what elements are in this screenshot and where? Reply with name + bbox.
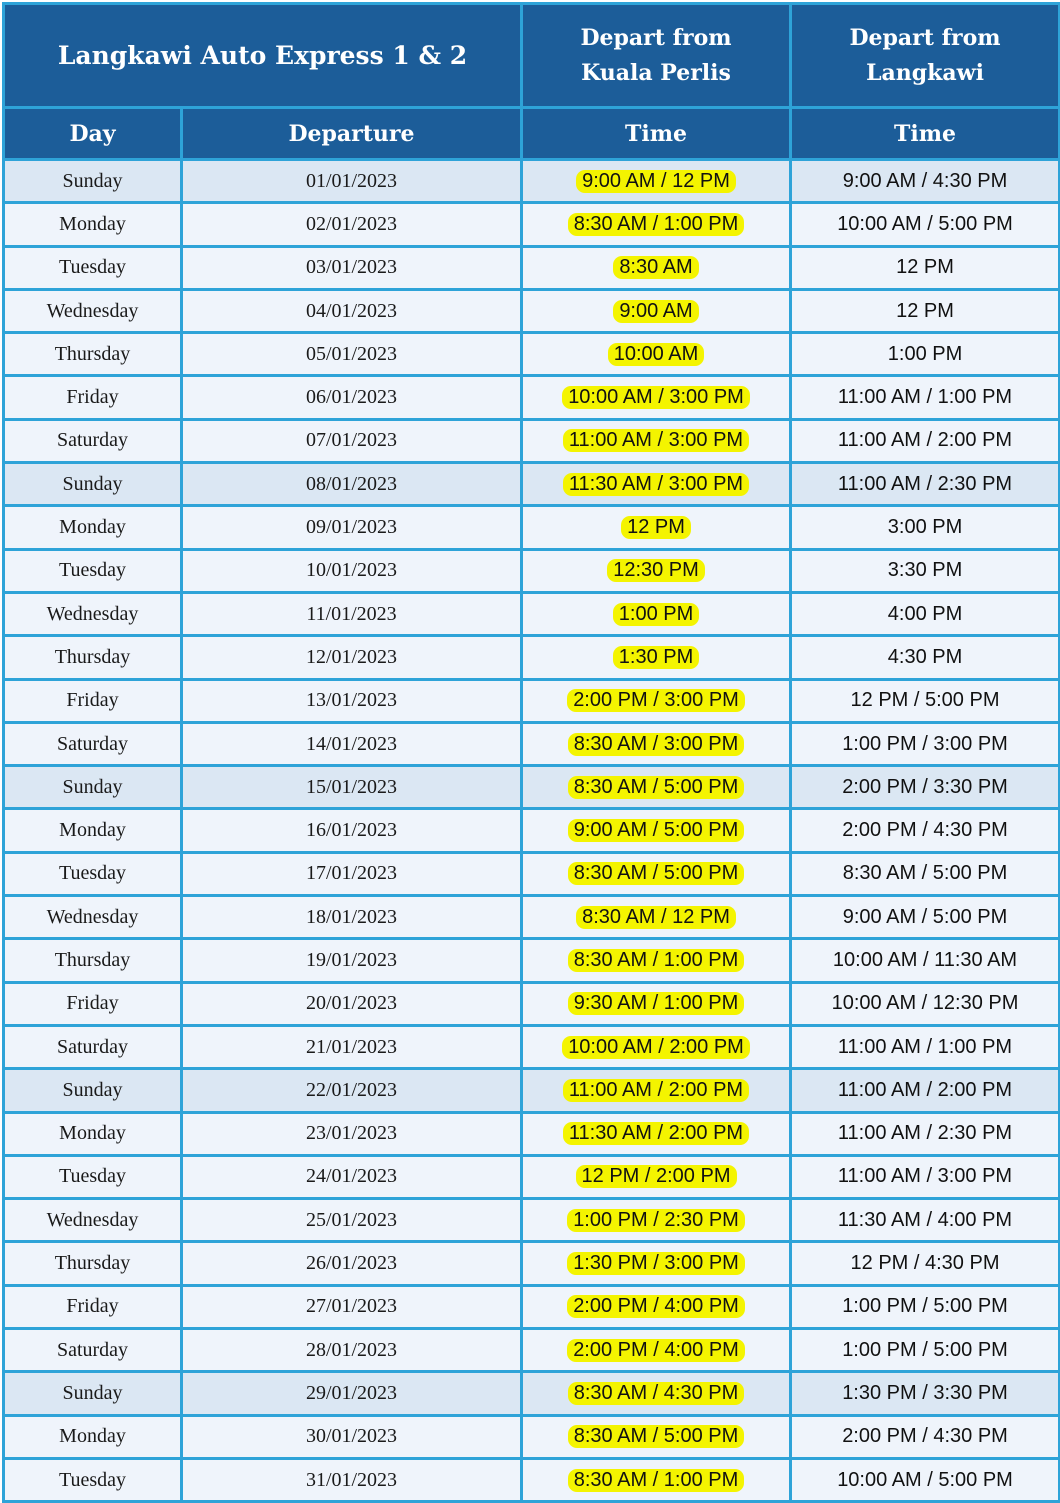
day-cell: Thursday <box>4 636 182 679</box>
kuala-perlis-time-cell <box>522 1458 791 1501</box>
table-row <box>4 766 1060 809</box>
highlighted-time: 8:30 AM / 5:00 PM <box>568 1425 745 1448</box>
table-row <box>4 896 1060 939</box>
highlighted-time: 8:30 AM / 1:00 PM <box>568 949 745 972</box>
col-header-kuala-perlis-time: Time <box>522 108 791 160</box>
departure-date-cell: 26/01/2023 <box>182 1242 522 1285</box>
day-cell: Saturday <box>4 1329 182 1372</box>
departure-date-cell: 05/01/2023 <box>182 333 522 376</box>
highlighted-time: 2:00 PM / 4:00 PM <box>567 1339 745 1362</box>
day-cell: Wednesday <box>4 592 182 635</box>
departure-date-cell: 30/01/2023 <box>182 1415 522 1458</box>
table-row <box>4 982 1060 1025</box>
langkawi-time-cell: 10:00 AM / 5:00 PM <box>791 1458 1060 1501</box>
departure-date-cell: 09/01/2023 <box>182 506 522 549</box>
langkawi-time-cell: 11:00 AM / 2:00 PM <box>791 419 1060 462</box>
day-cell: Tuesday <box>4 549 182 592</box>
day-cell: Sunday <box>4 1069 182 1112</box>
highlighted-time: 8:30 AM / 1:00 PM <box>568 1469 745 1492</box>
day-cell: Tuesday <box>4 1155 182 1198</box>
departure-date-cell: 19/01/2023 <box>182 939 522 982</box>
day-cell: Monday <box>4 203 182 246</box>
kuala-perlis-time-cell <box>522 636 791 679</box>
departure-date-cell: 06/01/2023 <box>182 376 522 419</box>
langkawi-time-cell: 9:00 AM / 4:30 PM <box>791 160 1060 203</box>
kuala-perlis-time-cell <box>522 1155 791 1198</box>
kuala-perlis-header-line1: Depart from <box>580 24 732 51</box>
highlighted-time: 11:00 AM / 3:00 PM <box>563 429 749 452</box>
day-cell: Saturday <box>4 419 182 462</box>
table-row <box>4 419 1060 462</box>
langkawi-time-cell: 3:30 PM <box>791 549 1060 592</box>
langkawi-time-cell: 4:30 PM <box>791 636 1060 679</box>
table-row <box>4 160 1060 203</box>
highlighted-time: 8:30 AM / 5:00 PM <box>568 862 745 885</box>
departure-date-cell: 20/01/2023 <box>182 982 522 1025</box>
highlighted-time: 8:30 AM / 1:00 PM <box>568 213 745 236</box>
table-row <box>4 636 1060 679</box>
kuala-perlis-time-cell <box>522 1242 791 1285</box>
kuala-perlis-time-cell <box>522 549 791 592</box>
table-row <box>4 1242 1060 1285</box>
kuala-perlis-time-cell <box>522 679 791 722</box>
langkawi-time-cell: 2:00 PM / 4:30 PM <box>791 1415 1060 1458</box>
table-row <box>4 1415 1060 1458</box>
column-header-row <box>4 108 1060 160</box>
langkawi-time-cell: 3:00 PM <box>791 506 1060 549</box>
kuala-perlis-time-cell <box>522 592 791 635</box>
kuala-perlis-time-cell <box>522 289 791 332</box>
day-cell: Tuesday <box>4 246 182 289</box>
highlighted-time: 10:00 AM / 2:00 PM <box>562 1036 750 1059</box>
day-cell: Saturday <box>4 722 182 765</box>
day-cell: Wednesday <box>4 289 182 332</box>
table-row <box>4 592 1060 635</box>
highlighted-time: 9:30 AM / 1:00 PM <box>568 992 745 1015</box>
departure-date-cell: 02/01/2023 <box>182 203 522 246</box>
highlighted-time: 1:00 PM / 2:30 PM <box>567 1209 745 1232</box>
kuala-perlis-time-cell <box>522 852 791 895</box>
departure-date-cell: 15/01/2023 <box>182 766 522 809</box>
highlighted-time: 10:00 AM <box>608 343 705 366</box>
col-header-langkawi-time: Time <box>791 108 1060 160</box>
day-cell: Monday <box>4 1415 182 1458</box>
departure-date-cell: 17/01/2023 <box>182 852 522 895</box>
departure-date-cell: 23/01/2023 <box>182 1112 522 1155</box>
langkawi-time-cell: 2:00 PM / 3:30 PM <box>791 766 1060 809</box>
langkawi-time-cell: 1:00 PM / 5:00 PM <box>791 1285 1060 1328</box>
table-row <box>4 679 1060 722</box>
departure-date-cell: 08/01/2023 <box>182 463 522 506</box>
kuala-perlis-time-cell <box>522 506 791 549</box>
highlighted-time: 1:30 PM / 3:00 PM <box>567 1252 745 1275</box>
kuala-perlis-header-line2: Kuala Perlis <box>581 59 731 86</box>
langkawi-time-cell: 11:00 AM / 1:00 PM <box>791 1025 1060 1068</box>
departure-date-cell: 28/01/2023 <box>182 1329 522 1372</box>
langkawi-time-cell: 12 PM / 5:00 PM <box>791 679 1060 722</box>
langkawi-time-cell: 11:00 AM / 3:00 PM <box>791 1155 1060 1198</box>
schedule-title: Langkawi Auto Express 1 & 2 <box>4 4 522 108</box>
highlighted-time: 11:30 AM / 3:00 PM <box>563 473 749 496</box>
table-row <box>4 463 1060 506</box>
highlighted-time: 10:00 AM / 3:00 PM <box>562 386 750 409</box>
departure-date-cell: 31/01/2023 <box>182 1458 522 1501</box>
table-row <box>4 549 1060 592</box>
langkawi-time-cell: 12 PM <box>791 289 1060 332</box>
langkawi-time-cell: 1:30 PM / 3:30 PM <box>791 1372 1060 1415</box>
departure-date-cell: 07/01/2023 <box>182 419 522 462</box>
day-cell: Saturday <box>4 1025 182 1068</box>
table-row <box>4 1372 1060 1415</box>
langkawi-time-cell: 11:00 AM / 2:30 PM <box>791 1112 1060 1155</box>
langkawi-header-line2: Langkawi <box>866 59 984 86</box>
table-row <box>4 1199 1060 1242</box>
langkawi-time-cell: 10:00 AM / 11:30 AM <box>791 939 1060 982</box>
day-cell: Sunday <box>4 160 182 203</box>
kuala-perlis-time-cell <box>522 419 791 462</box>
table-row <box>4 289 1060 332</box>
departure-date-cell: 18/01/2023 <box>182 896 522 939</box>
schedule-body <box>4 160 1060 1502</box>
departure-date-cell: 22/01/2023 <box>182 1069 522 1112</box>
langkawi-time-cell: 1:00 PM / 3:00 PM <box>791 722 1060 765</box>
kuala-perlis-time-cell <box>522 1285 791 1328</box>
langkawi-time-cell: 12 PM <box>791 246 1060 289</box>
departure-date-cell: 13/01/2023 <box>182 679 522 722</box>
langkawi-time-cell: 12 PM / 4:30 PM <box>791 1242 1060 1285</box>
highlighted-time: 8:30 AM / 5:00 PM <box>568 776 745 799</box>
departure-date-cell: 03/01/2023 <box>182 246 522 289</box>
day-cell: Friday <box>4 982 182 1025</box>
day-cell: Monday <box>4 1112 182 1155</box>
day-cell: Tuesday <box>4 1458 182 1501</box>
day-cell: Friday <box>4 1285 182 1328</box>
day-cell: Friday <box>4 679 182 722</box>
departure-date-cell: 16/01/2023 <box>182 809 522 852</box>
departure-date-cell: 12/01/2023 <box>182 636 522 679</box>
table-row <box>4 852 1060 895</box>
kuala-perlis-time-cell <box>522 463 791 506</box>
departure-date-cell: 27/01/2023 <box>182 1285 522 1328</box>
table-row <box>4 333 1060 376</box>
kuala-perlis-time-cell <box>522 1025 791 1068</box>
kuala-perlis-time-cell <box>522 1415 791 1458</box>
departure-date-cell: 25/01/2023 <box>182 1199 522 1242</box>
departure-date-cell: 01/01/2023 <box>182 160 522 203</box>
highlighted-time: 8:30 AM / 4:30 PM <box>568 1382 745 1405</box>
langkawi-time-cell: 4:00 PM <box>791 592 1060 635</box>
kuala-perlis-time-cell <box>522 160 791 203</box>
highlighted-time: 8:30 AM / 3:00 PM <box>568 733 745 756</box>
highlighted-time: 8:30 AM <box>613 256 698 279</box>
highlighted-time: 2:00 PM / 3:00 PM <box>567 689 745 712</box>
highlighted-time: 9:00 AM <box>613 300 698 323</box>
kuala-perlis-time-cell <box>522 1329 791 1372</box>
highlighted-time: 9:00 AM / 5:00 PM <box>568 819 745 842</box>
langkawi-time-cell: 1:00 PM / 5:00 PM <box>791 1329 1060 1372</box>
day-cell: Friday <box>4 376 182 419</box>
langkawi-time-cell: 11:00 AM / 1:00 PM <box>791 376 1060 419</box>
departure-date-cell: 11/01/2023 <box>182 592 522 635</box>
highlighted-time: 12 PM <box>621 516 691 539</box>
kuala-perlis-time-cell <box>522 246 791 289</box>
highlighted-time: 1:30 PM <box>613 646 699 669</box>
table-row <box>4 1155 1060 1198</box>
highlighted-time: 2:00 PM / 4:00 PM <box>567 1295 745 1318</box>
kuala-perlis-time-cell <box>522 896 791 939</box>
table-row <box>4 939 1060 982</box>
kuala-perlis-time-cell <box>522 1069 791 1112</box>
col-header-day: Day <box>4 108 182 160</box>
table-row <box>4 1025 1060 1068</box>
kuala-perlis-time-cell <box>522 982 791 1025</box>
day-cell: Thursday <box>4 1242 182 1285</box>
highlighted-time: 1:00 PM <box>613 603 699 626</box>
departure-date-cell: 10/01/2023 <box>182 549 522 592</box>
table-row <box>4 246 1060 289</box>
langkawi-time-cell: 11:00 AM / 2:00 PM <box>791 1069 1060 1112</box>
table-row <box>4 1458 1060 1501</box>
kuala-perlis-time-cell <box>522 333 791 376</box>
departure-date-cell: 29/01/2023 <box>182 1372 522 1415</box>
day-cell: Wednesday <box>4 1199 182 1242</box>
departure-date-cell: 24/01/2023 <box>182 1155 522 1198</box>
day-cell: Wednesday <box>4 896 182 939</box>
table-row <box>4 1069 1060 1112</box>
table-row <box>4 1329 1060 1372</box>
table-row <box>4 1285 1060 1328</box>
day-cell: Sunday <box>4 1372 182 1415</box>
langkawi-time-cell: 9:00 AM / 5:00 PM <box>791 896 1060 939</box>
kuala-perlis-time-cell <box>522 376 791 419</box>
day-cell: Thursday <box>4 939 182 982</box>
col-header-departure: Departure <box>182 108 522 160</box>
langkawi-time-cell: 11:00 AM / 2:30 PM <box>791 463 1060 506</box>
table-row <box>4 506 1060 549</box>
langkawi-time-cell: 2:00 PM / 4:30 PM <box>791 809 1060 852</box>
day-cell: Sunday <box>4 463 182 506</box>
highlighted-time: 12 PM / 2:00 PM <box>576 1165 737 1188</box>
langkawi-time-cell: 10:00 AM / 5:00 PM <box>791 203 1060 246</box>
langkawi-header <box>791 4 1060 108</box>
ferry-schedule-table <box>2 2 1060 1503</box>
kuala-perlis-time-cell <box>522 939 791 982</box>
highlighted-time: 11:30 AM / 2:00 PM <box>563 1122 749 1145</box>
departure-date-cell: 14/01/2023 <box>182 722 522 765</box>
table-row <box>4 809 1060 852</box>
highlighted-time: 12:30 PM <box>607 559 705 582</box>
highlighted-time: 11:00 AM / 2:00 PM <box>563 1079 749 1102</box>
kuala-perlis-time-cell <box>522 809 791 852</box>
langkawi-time-cell: 1:00 PM <box>791 333 1060 376</box>
table-row <box>4 722 1060 765</box>
title-row <box>4 4 1060 108</box>
departure-date-cell: 21/01/2023 <box>182 1025 522 1068</box>
langkawi-time-cell: 10:00 AM / 12:30 PM <box>791 982 1060 1025</box>
kuala-perlis-header <box>522 4 791 108</box>
kuala-perlis-time-cell <box>522 766 791 809</box>
kuala-perlis-time-cell <box>522 1199 791 1242</box>
langkawi-time-cell: 11:30 AM / 4:00 PM <box>791 1199 1060 1242</box>
langkawi-header-line1: Depart from <box>849 24 1001 51</box>
table-row <box>4 203 1060 246</box>
highlighted-time: 8:30 AM / 12 PM <box>576 906 736 929</box>
table-row <box>4 1112 1060 1155</box>
day-cell: Thursday <box>4 333 182 376</box>
day-cell: Monday <box>4 809 182 852</box>
langkawi-time-cell: 8:30 AM / 5:00 PM <box>791 852 1060 895</box>
day-cell: Tuesday <box>4 852 182 895</box>
highlighted-time: 9:00 AM / 12 PM <box>576 170 736 193</box>
kuala-perlis-time-cell <box>522 203 791 246</box>
kuala-perlis-time-cell <box>522 722 791 765</box>
departure-date-cell: 04/01/2023 <box>182 289 522 332</box>
table-row <box>4 376 1060 419</box>
day-cell: Monday <box>4 506 182 549</box>
kuala-perlis-time-cell <box>522 1112 791 1155</box>
kuala-perlis-time-cell <box>522 1372 791 1415</box>
day-cell: Sunday <box>4 766 182 809</box>
